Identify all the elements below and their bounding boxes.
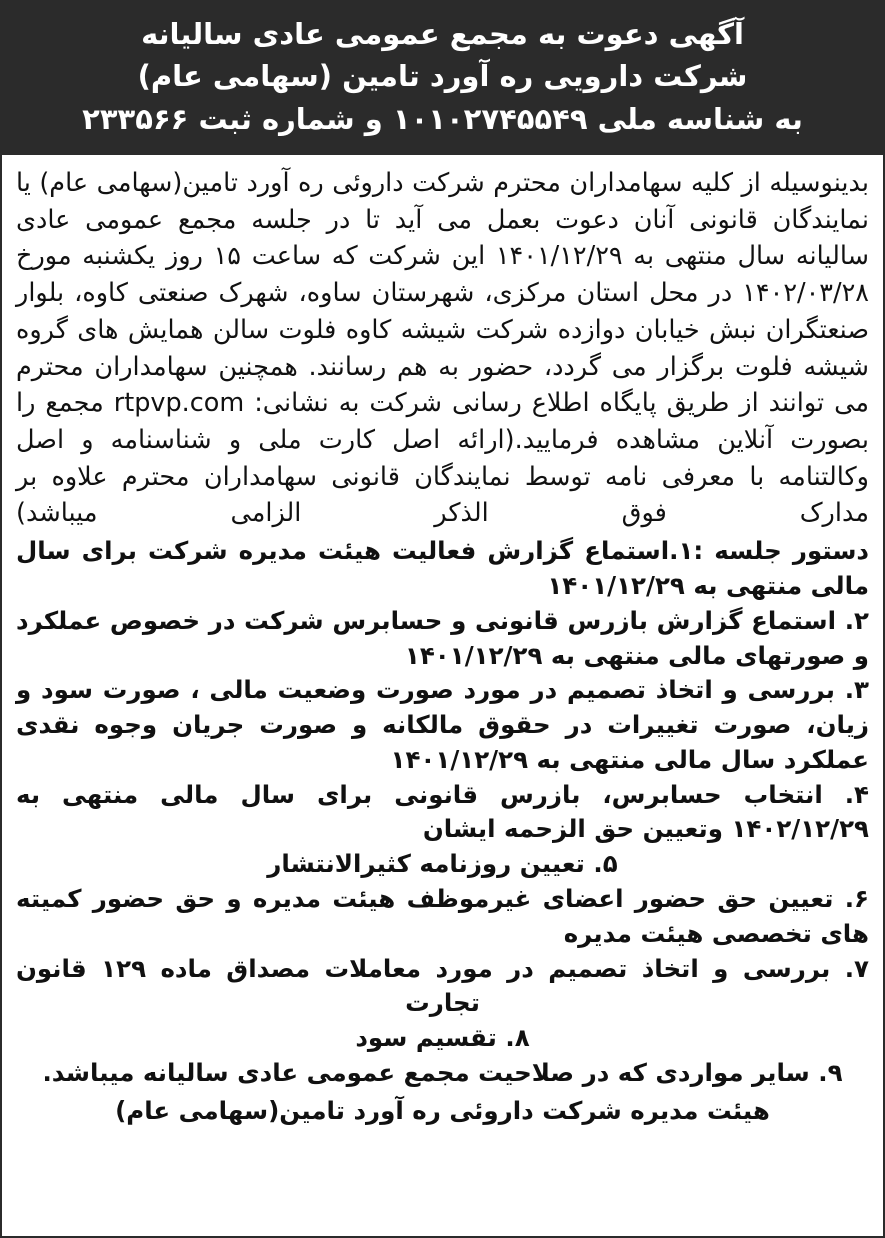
notice-header — [0, 0, 885, 155]
agenda-item-text-6: تعیین حق حضور اعضای غیرموظف هیئت مدیره و حق حضور کمیته های تخصصی هیئت مدیره — [16, 884, 869, 948]
agenda-item-3 — [16, 673, 869, 777]
agenda-item-4 — [16, 778, 869, 848]
agenda-item-6 — [16, 882, 869, 952]
agenda-item-text-2: استماع گزارش بازرس قانونی و حسابرس شرکت در خصوص عملکرد و صورتهای مالی منتهی به ۱۴۰۱/۱۲/۲۹ — [16, 605, 869, 670]
agenda-item-number-1: ۱. — [669, 536, 694, 566]
agenda-item-text-5: تعیین روزنامه کثیرالانتشار — [267, 849, 594, 879]
company-website-link[interactable]: rtpvp.com — [113, 388, 245, 419]
agenda-item-7 — [16, 952, 869, 1022]
intro-text-part-1: بدینوسیله از کلیه سهامداران محترم شرکت داروئی ره آورد تامین(سهامی عام) یا نمایندگان قانونی آنان دعوت بعمل می آید تا در جلسه مجمع عمومی عادی سالیانه سال منتهی به ۱۴۰۱/۱۲/۲۹ این شرکت که ساعت ۱۵ روز یکشنبه مورخ ۱۴۰۲/۰۳/۲۸ در محل استان مرکزی، شهرستان ساوه، شهرک صنعتی کاوه، بلوار صنعتگران نبش خیابان دوازده شرکت شیشه کاوه فلوت سالن همایش های گروه شیشه فلوت برگزار می گردد، حضور به هم رسانند. همچنین سهامداران محترم می توانند از طریق پایگاه اطلاع رسانی شرکت به نشانی: — [16, 168, 869, 419]
agenda-item-8 — [16, 1021, 869, 1056]
agenda-item-number-4: ۴. — [844, 779, 869, 809]
agenda-item-number-3: ۳. — [844, 675, 869, 705]
agenda-item-text-9: سایر مواردی که در صلاحیت مجمع عمومی عادی سالیانه میباشد. — [42, 1057, 819, 1087]
agenda-item-number-6: ۶. — [844, 884, 869, 913]
agenda-block — [16, 534, 869, 1128]
header-title-line-2: شرکت دارویی ره آورد تامین (سهامی عام) — [137, 59, 748, 94]
agenda-item-number-9: ۹. — [818, 1057, 843, 1087]
agenda-item-text-8: تقسیم سود — [355, 1023, 506, 1053]
agenda-item-1 — [16, 534, 869, 604]
agenda-item-text-3: بررسی و اتخاذ تصمیم در مورد صورت وضعیت مالی ، صورت سود و زیان، صورت تغییرات در حقوق مالکانه و صورت جریان وجوه نقدی عملکرد سال مالی منتهی به ۱۴۰۱/۱۲/۲۹ — [16, 675, 869, 774]
agenda-item-text-1: استماع گزارش فعالیت هیئت مدیره شرکت برای سال مالی منتهی به ۱۴۰۱/۱۲/۲۹ — [16, 536, 869, 600]
agenda-item-number-8: ۸. — [505, 1023, 530, 1053]
agenda-item-5 — [16, 847, 869, 882]
header-title-line-3: به شناسه ملی ۱۰۱۰۲۷۴۵۵۴۹ و شماره ثبت ۲۳۳۵۶۶ — [82, 101, 803, 136]
intro-text-part-2: مجمع را بصورت آنلاین مشاهده فرمایید.(ارائه اصل کارت ملی و شناسنامه و اصل وکالتنامه با معرفی نامه توسط نمایندگان قانونی سهامداران محترم علاوه بر مدارک فوق الذکر الزامی میباشد) — [16, 388, 869, 529]
agenda-item-number-2: ۲. — [844, 605, 869, 635]
agenda-item-9 — [16, 1056, 869, 1091]
intro-paragraph — [16, 165, 869, 532]
board-signature: هیئت مدیره شرکت داروئی ره آورد تامین(سهامی عام) — [115, 1095, 770, 1125]
agenda-item-2 — [16, 604, 869, 674]
agenda-item-text-7: بررسی و اتخاذ تصمیم در مورد معاملات مصداق ماده ۱۲۹ قانون تجارت — [16, 953, 845, 1018]
agenda-item-text-4: انتخاب حسابرس، بازرس قانونی برای سال مالی منتهی به ۱۴۰۲/۱۲/۲۹ وتعیین حق الزحمه ایشان — [16, 779, 869, 844]
agenda-heading: دستور جلسه : — [693, 536, 869, 566]
notice-body — [0, 155, 885, 1238]
header-title-line-1: آگهی دعوت به مجمع عمومی عادی سالیانه — [141, 17, 744, 52]
agenda-item-number-7: ۷. — [844, 953, 869, 983]
agenda-item-number-5: ۵. — [593, 849, 618, 879]
